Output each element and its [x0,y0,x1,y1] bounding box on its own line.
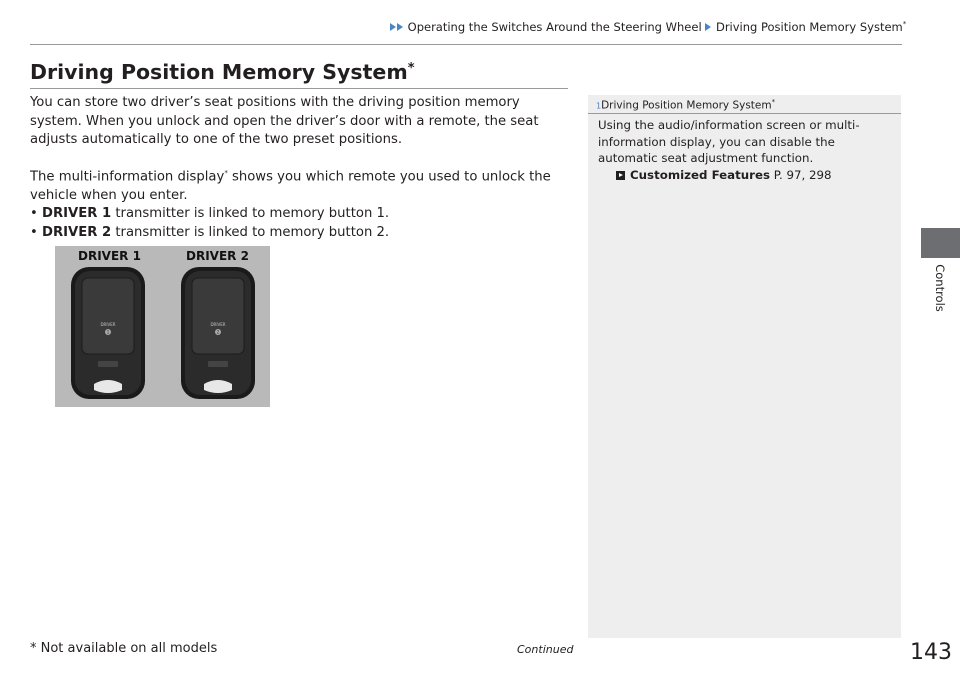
bullet-driver-2 [30,224,570,243]
breadcrumb [390,20,906,34]
arrow-right-icon [705,23,711,31]
display-paragraph-text-b: shows you which remote you used to unlock the vehicle when you enter. [30,169,551,203]
sidebar-body [598,117,888,183]
sidebar-heading-number: 1 [596,101,602,111]
bullet-term: DRIVER 2 [42,224,112,240]
main-body [30,94,570,243]
sidebar-heading-text: Driving Position Memory System [601,99,772,112]
fob-number-1: 1 [106,329,110,335]
sidebar-heading-star: * [771,98,776,106]
driver-2-label: DRIVER 2 [186,249,249,263]
sidebar-heading [596,98,775,112]
breadcrumb-page[interactable]: Driving Position Memory System [715,20,903,34]
bullet-term: DRIVER 1 [42,206,112,222]
display-paragraph-text-a: The multi-information display [30,169,225,185]
cross-reference-title[interactable]: Customized Features [630,167,770,182]
driver-1-label: DRIVER 1 [78,249,141,263]
display-paragraph [30,164,570,206]
page-number: 143 [910,640,952,665]
intro-paragraph: You can store two driver’s seat positions with the driving position memory system. When you unlock and open the driver’s door with a remote, the seat adjusts automatically to one of the two preset positions. [30,95,539,148]
bullet-dot: • [30,206,38,222]
driver-1-remote-icon [70,266,146,400]
bullet-text: transmitter is linked to memory button 1. [111,206,390,222]
display-paragraph-star: * [224,168,228,177]
continued-label: Continued [517,643,574,656]
fob-driver-text: DRIVER [210,322,226,327]
section-tab[interactable] [921,228,960,258]
sidebar-rule [588,113,901,114]
page-title-text: Driving Position Memory System [30,60,408,84]
arrow-right-icon [390,23,396,31]
page-title [30,60,415,84]
footnote: * Not available on all models [30,641,218,656]
title-rule [30,88,568,89]
section-tab-label[interactable]: Controls [933,264,947,312]
bullet-text: transmitter is linked to memory button 2. [111,224,390,240]
sidebar-paragraph: Using the audio/information screen or multi-information display, you can disable the automatic seat adjustment function. [598,118,860,166]
breadcrumb-star: * [902,20,907,29]
fob-driver-text: DRIVER [100,322,116,327]
cross-reference-pages[interactable]: P. 97, 298 [770,167,832,182]
breadcrumb-section[interactable]: Operating the Switches Around the Steering Wheel [407,20,702,34]
cross-reference-link[interactable] [598,167,888,184]
page-title-star: * [407,61,415,76]
remote-fobs-image [55,246,270,407]
bullet-driver-1 [30,205,570,224]
fob-number-2: 2 [216,329,220,335]
header-rule [30,44,902,45]
sidebar-note [588,95,901,638]
cross-reference-icon [616,171,625,180]
bullet-dot: • [30,224,38,240]
arrow-right-icon [397,23,403,31]
driver-2-remote-icon [180,266,256,400]
